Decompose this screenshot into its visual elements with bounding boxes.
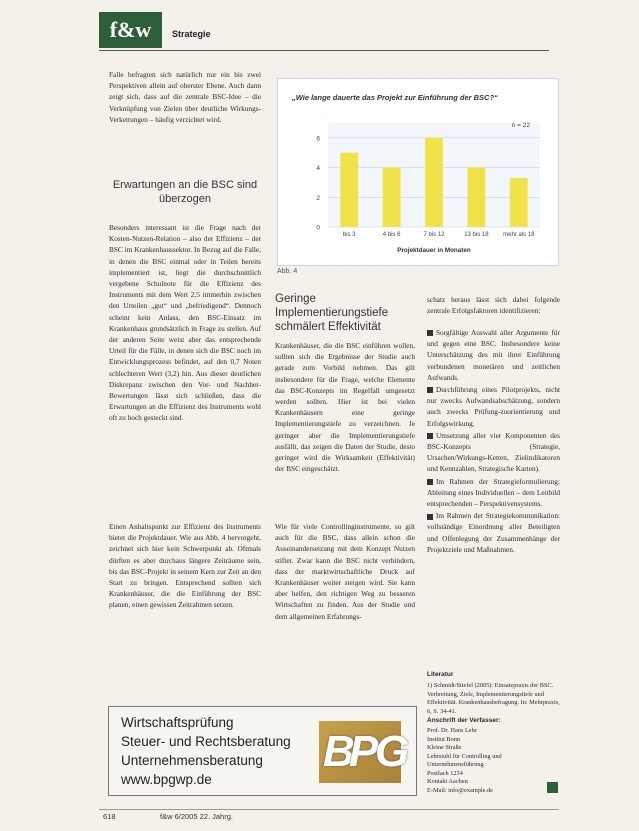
x-tick-label: bis 3	[342, 232, 356, 238]
bar-chart	[277, 78, 559, 266]
x-axis-label: Projektdauer in Monaten	[397, 247, 471, 254]
logo-letter: B	[323, 727, 355, 776]
bar	[340, 153, 358, 227]
ad-line: Steuer- und Rechtsberatung	[121, 734, 291, 749]
bpg-logo	[319, 721, 410, 783]
col2-paragraph-1: Krankenhäuser, die die BSC einführen wollen, sollten sich die Ergebnisse der Studie auch gerade zum Vorbild nehmen. Das gilt insbesondere für die Frage, welche Elemente das BSC-Konzepts im Regelfall umgesetzt werden sollten. Hier ist bei vielen Krankenhäusern eine geringe Implementierungstiefe zu verzeichnen. Je geringer aber die Implementierungstiefe ausfällt, das zeigen die Daten der Studie, desto geringer wird die Wirksamkeit (Effektivität) der BSC eingeschätzt.	[275, 341, 415, 474]
col1-paragraph-1: Falle befragten sich natürlich nur ein bis zwei Perspektiven allein auf oberster Ebene. Auch dann zeigt sich, dass auf die zentrale BSC-Idee – die Verknüpfung von Zielen über deutliche Wirkungs-Verkettungen – häufig verzichtet wird.	[109, 70, 261, 124]
figure-caption: Abb. 4	[277, 268, 298, 275]
x-tick-label: 4 bis 6	[382, 232, 401, 238]
bullet-icon	[427, 433, 433, 439]
col1-paragraph-3: Einen Anhaltspunkt zur Effizienz des Instruments bietet die Projektdauer. Wie aus Abb. 4 hervorgeht, zeichnet sich hier kein Schwerpunkt ab. Oftmals dürften es aber durchaus längere Zeiträume sein, bis das BSC-Projekt in seinem Kern zur Zeit an den Start zu bringen. Entsprechend sollten sich Krankenhäuser, die die Einführung der BSC planen, einen gewissen Zeitrahmen setzen.	[109, 522, 261, 610]
bullet-icon	[427, 479, 433, 485]
y-tick-label: 4	[316, 165, 320, 173]
bullet-icon	[427, 387, 433, 393]
ad-url[interactable]: www.bpgwp.de	[121, 772, 212, 787]
col3-bullet-list	[427, 327, 560, 555]
x-tick-label: 13 bis 18	[464, 232, 489, 238]
footer-divider	[99, 809, 559, 810]
chart-title: „Wie lange dauerte das Projekt zur Einführung der BSC?“	[292, 93, 498, 102]
list-item: Im Rahmen der Strategieformulierung: Ableitung eines Individuellen – dem Leitbild entsprechenden – Perspektivensystems.	[427, 476, 560, 509]
list-item: Sorgfältige Auswahl aller Argumente für und gegen eine BSC. Insbesondere keine Unterschätzung des mit ihrer Einführung verbundenen monetären und zeitlichen Aufwands.	[427, 328, 560, 382]
ad-line: Wirtschaftsprüfung	[121, 715, 234, 730]
list-item: Durchführung eines Pilotprojekts, nicht nur zwecks Aufwandsabschätzung, sondern auch zwecks Prüfung-zuorientierung und Erfolgswirkung.	[427, 385, 560, 428]
literature-text: 1) Schmidt/Stiefel (2005): Einsatzpraxis der BSC. Verbreitung, Ziele, Implementierungstiefe und Effektivität. Krankenhausbefragung. In: Mehrpraxis, 6, S. 34-41.	[427, 682, 560, 715]
list-item: Im Rahmen der Strategiekommunikation: vollständige Einordnung aller Beteiligten und Offenlegung der Zusammenhänge der Projektziele und Maßnahmen.	[427, 511, 560, 554]
advertisement-box[interactable]	[108, 706, 417, 796]
col1-heading: Erwartungen an die BSC sind überzogen	[112, 179, 258, 205]
bullet-icon	[427, 514, 433, 520]
col2-paragraph-2: Wie für viele Controllinginstrumente, so gilt auch für die BSC, dass allein schon die Auseinandersetzung mit dem Konzept Nutzen stiftet. Zwar kann die BSC nicht verhindern, dass der marktwirtschaftliche Druck auf Krankenhäuser weiter steigen wird. Sie kann aber helfen, den richtigen Weg zu besseren Wirtschaften zu finden. Aus der Studie und dem allgemeinen Erfahrungs-	[275, 522, 415, 621]
col1-paragraph-2: Besonders interessant ist die Frage nach der Kosten-Nutzen-Relation – also der Effizienz – der BSC im Krankenhaussektor. In Bezug auf die Falle, in denen die BSC einmal oder in Teilen bereits implementiert ist, liegt die durchschnittlich vergebene Schulnote für die Effizienz des Instruments mit dem Wert 2,5 immerhin zwischen den Urteilen „gut“ und „befriedigend“. Dennoch scheint kein Anlass, den BSC-Einsatz im Krankenhaus grundsätzlich in Frage zu stellen. Auf der anderen Seite weist aber das entsprechende Urteil für die Fälle, in denen sich die BSC noch im Entwicklungsprozess befindet, auf den 0,7 Noten schlechteren Wert (3,2) hin. Aus dieser deutlichen Diskrepanz zwischen den Vor- und Nachher-Bewertungen lässt sich schließen, dass die Erwartungen an die Effizienz des Instruments wohl oft zu hoch gesteckt sind.	[109, 223, 261, 423]
journal-logo: f&w	[99, 12, 162, 48]
y-tick-label: 0	[316, 224, 320, 232]
author-address: Prof. Dr. Hans Lehr Institut Bonn Kleine Straße Lehrstuhl für Controlling und Unternehmensführung Postfach 1234 Kontakt Aachen E-Mail: info@example.de	[427, 727, 502, 794]
list-item: Umsetzung aller vier Komponenten des BSC-Konzepts (Strategie, Ursachen/Wirkungs-Ketten, Zielindikatoren und Kennzahlen, Strategische Karten).	[427, 430, 560, 474]
col3-paragraph-1: schatz heraus lässt sich dabei folgende zentrale Erfolgsfaktoren identifizieren:	[427, 295, 560, 316]
logo-letter: G	[375, 727, 410, 776]
y-tick-label: 6	[316, 135, 320, 143]
x-tick-label: mehr als 18	[503, 232, 535, 238]
ad-line: Unternehmensberatung	[121, 753, 263, 768]
bar	[510, 178, 528, 227]
bullet-icon	[427, 330, 433, 336]
y-tick-label: 2	[316, 194, 320, 202]
page-number: 618	[103, 812, 116, 821]
bar	[383, 168, 401, 227]
x-tick-label: 7 bis 12	[423, 232, 445, 238]
journal-issue: f&w 6/2005 22. Jahrg.	[160, 812, 233, 821]
chart-svg	[278, 79, 558, 265]
bar	[425, 138, 443, 227]
logo-letter: P	[349, 727, 379, 776]
sample-size-label: n = 22	[511, 122, 530, 129]
section-label: Strategie	[172, 29, 211, 39]
literature-heading: Literatur	[427, 671, 454, 678]
bar	[467, 168, 485, 227]
author-heading: Anschrift der Verfasser:	[427, 717, 501, 724]
end-of-article-marker	[547, 782, 558, 793]
header-divider	[99, 50, 549, 51]
col2-heading: Geringe Implementierungstiefe schmälert Effektivität	[275, 293, 389, 333]
